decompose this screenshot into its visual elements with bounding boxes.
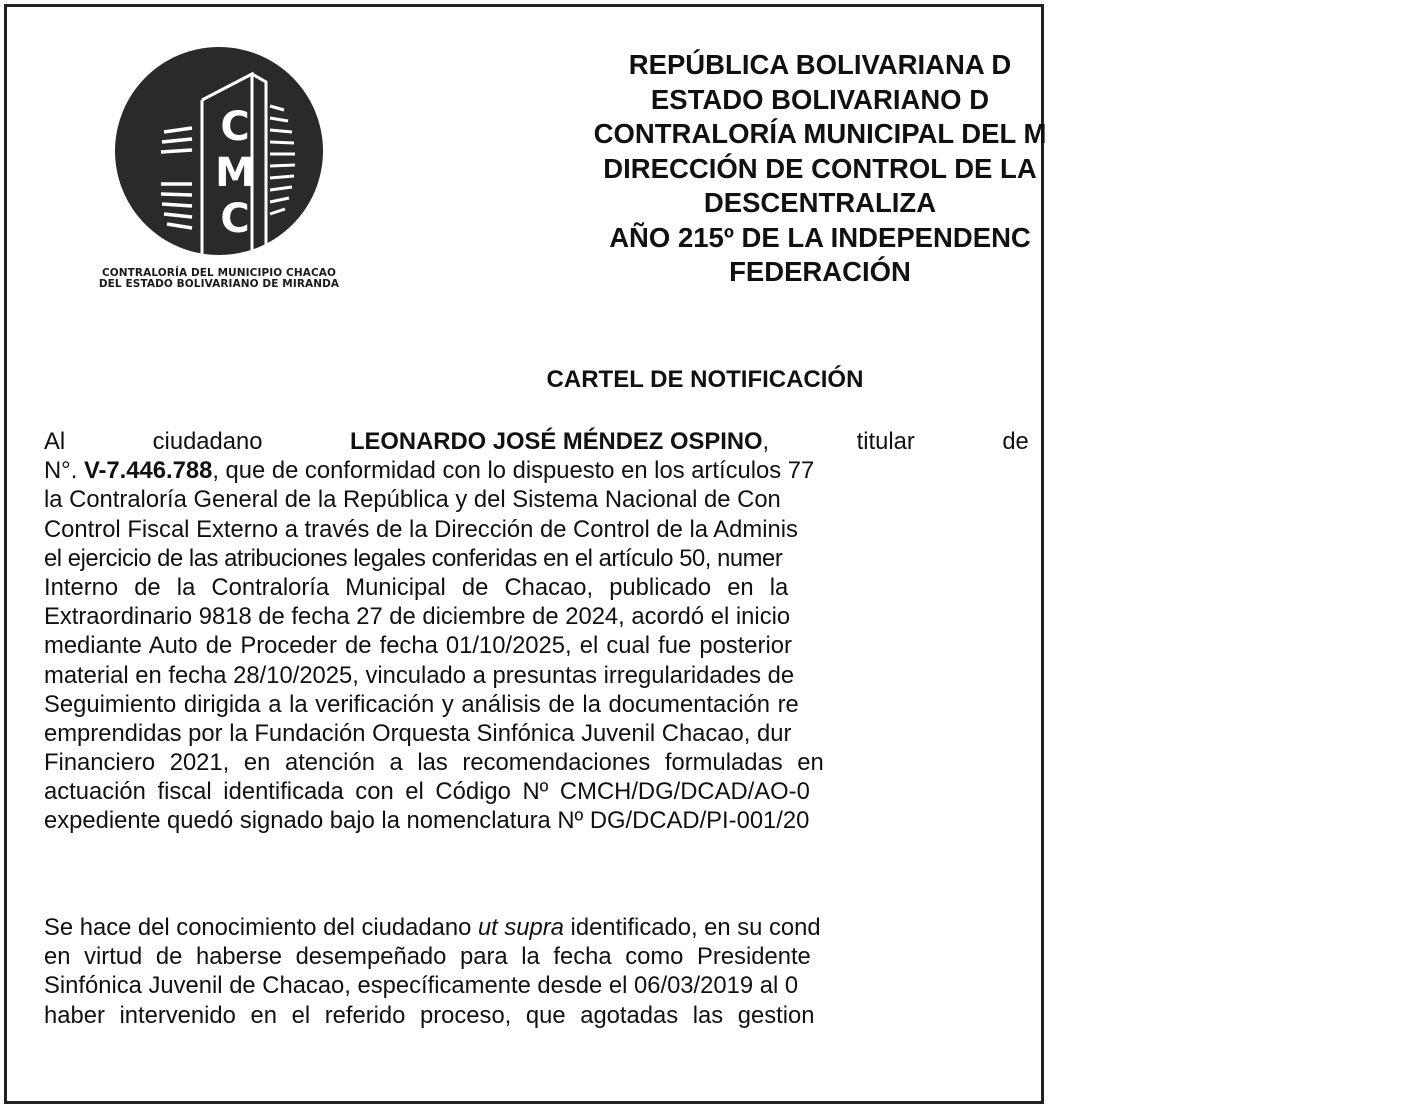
paragraph2-line3: Sinfónica Juvenil de Chacao, específicamente desde el 06/03/2019 al 0 <box>44 972 799 1000</box>
logo-letter-m: M <box>215 150 255 196</box>
paragraph1-line8: mediante Auto de Proceder de fecha 01/10/2025, el cual fue posterior <box>44 632 792 660</box>
header-line-5: DESCENTRALIZA <box>703 187 937 218</box>
paragraph1-line3: la Contraloría General de la República y del Sistema Nacional de Con <box>44 486 781 514</box>
paragraph-notification <box>44 427 1156 836</box>
paragraph1-line13: actuación fiscal identificada con el Código Nº CMCH/DG/DCAD/AO-0 <box>44 778 810 806</box>
logo-letter-c2: C <box>220 196 250 242</box>
logo-caption-line1: CONTRALORÍA DEL MUNICIPIO CHACAO <box>101 267 337 279</box>
logo-letter-c: C <box>220 104 250 150</box>
logo-caption-line2: DEL ESTADO BOLIVARIANO DE MIRANDA <box>98 278 340 290</box>
paragraph2-line1: Se hace del conocimiento del ciudadano ut supra identificado, en su cond <box>44 914 821 941</box>
paragraph1-line2: N°. V-7.446.788, que de conformidad con lo dispuesto en los artículos 77 <box>44 457 815 485</box>
paragraph1-line11: emprendidas por la Fundación Orquesta Sinfónica Juvenil Chacao, dur <box>44 719 792 747</box>
paragraph1-line14: expediente quedó signado bajo la nomenclatura Nº DG/DCAD/PI-001/20 <box>44 807 810 835</box>
header-line-7: FEDERACIÓN <box>729 256 911 287</box>
header-line-4: DIRECCIÓN DE CONTROL DE LA <box>603 152 1037 184</box>
header-line-6: AÑO 215º DE LA INDEPENDENC <box>609 221 1031 253</box>
paragraph1-line10: Seguimiento dirigida a la verificación y análisis de la documentación re <box>44 690 799 718</box>
paragraph2-line4: haber intervenido en el referido proceso, que agotadas las gestion <box>44 1001 815 1029</box>
logo-caption <box>64 268 374 290</box>
paragraph1-line1: Al ciudadano LEONARDO JOSÉ MÉNDEZ OSPINO, titular de <box>44 428 1029 455</box>
paragraph1-line9: material en fecha 28/10/2025, vinculado a presuntas irregularidades de <box>44 661 795 689</box>
paragraph1-line12: Financiero 2021, en atención a las recomendaciones formuladas en <box>44 749 824 777</box>
institution-header <box>420 48 1220 290</box>
header-line-1: REPÚBLICA BOLIVARIANA D <box>628 49 1012 80</box>
paragraph1-line4: Control Fiscal Externo a través de la Dirección de Control de la Adminis <box>44 515 798 543</box>
citizen-id: V-7.446.788 <box>83 457 213 485</box>
citizen-name: LEONARDO JOSÉ MÉNDEZ OSPINO <box>349 428 763 455</box>
paragraph1-line5: el ejercicio de las atribuciones legales conferidas en el artículo 50, numer <box>44 544 783 572</box>
paragraph2-line2: en virtud de haberse desempeñado para la fecha como Presidente <box>44 943 811 971</box>
paragraph-knowledge <box>44 913 821 1030</box>
paragraph1-line6: Interno de la Contraloría Municipal de Chacao, publicado en la <box>44 573 789 601</box>
paragraph1-line7: Extraordinario 9818 de fecha 27 de diciembre de 2024, acordó el inicio <box>44 603 791 631</box>
header-line-2: ESTADO BOLIVARIANO D <box>650 83 990 115</box>
notice-title: CARTEL DE NOTIFICACIÓN <box>546 366 864 393</box>
ut-supra-italic: ut supra <box>477 914 564 941</box>
header-line-3: CONTRALORÍA MUNICIPAL DEL M <box>593 118 1047 149</box>
contraloria-logo <box>64 44 374 304</box>
